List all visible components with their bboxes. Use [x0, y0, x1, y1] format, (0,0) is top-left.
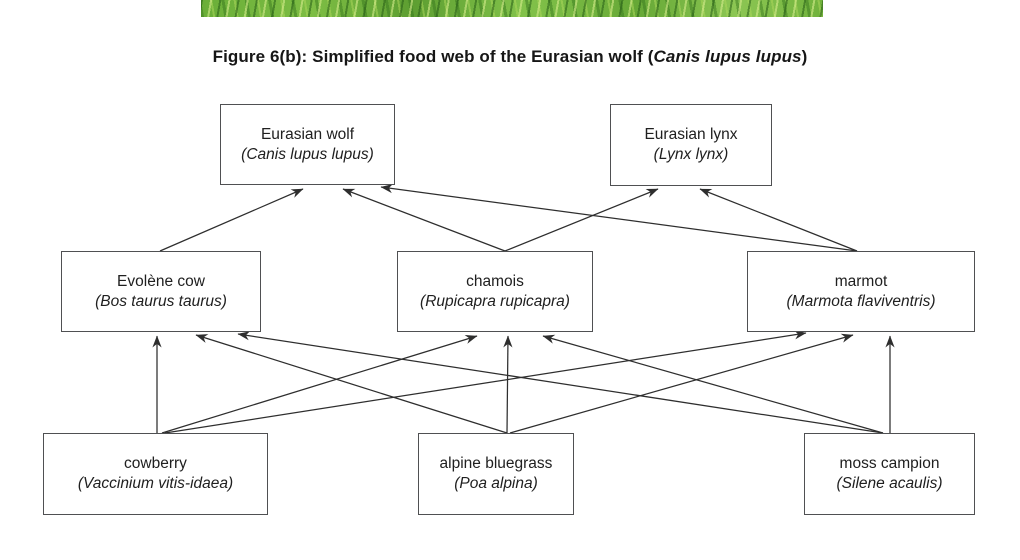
node-marmot — [747, 251, 975, 332]
arrow-moss-campion-to-evolene-cow — [238, 334, 883, 433]
node-common-name: marmot — [834, 272, 888, 290]
arrow-alpine-bluegrass-to-chamois — [507, 336, 508, 433]
arrow-chamois-to-eurasian-lynx — [505, 189, 658, 251]
node-latin-name: (Vaccinium vitis-idaea) — [77, 475, 234, 492]
node-alpine-bluegrass — [418, 433, 574, 515]
node-common-name: Eurasian lynx — [644, 126, 738, 143]
node-latin-name: (Marmota flaviventris) — [786, 292, 936, 310]
arrow-evolene-cow-to-eurasian-wolf — [160, 189, 303, 251]
node-moss-campion — [804, 433, 975, 515]
node-common-name: Evolène cow — [117, 272, 205, 290]
arrow-marmot-to-eurasian-lynx — [700, 189, 857, 251]
arrow-chamois-to-eurasian-wolf — [343, 189, 505, 251]
node-common-name: alpine bluegrass — [439, 455, 553, 472]
node-latin-name: (Rupicapra rupicapra) — [420, 292, 570, 310]
arrow-moss-campion-to-chamois — [543, 336, 883, 433]
node-common-name: Eurasian wolf — [260, 125, 355, 143]
node-chamois — [397, 251, 593, 332]
node-latin-name: (Lynx lynx) — [653, 146, 729, 163]
arrow-cowberry-to-marmot — [165, 333, 806, 433]
arrow-alpine-bluegrass-to-evolene-cow — [196, 335, 507, 433]
figure-caption-close-paren: ) — [801, 47, 808, 66]
grass-photo — [201, 0, 823, 17]
arrow-alpine-bluegrass-to-marmot — [510, 335, 853, 433]
node-cowberry — [43, 433, 268, 515]
node-evolene-cow — [61, 251, 261, 332]
node-latin-name: (Bos taurus taurus) — [95, 292, 227, 310]
node-latin-name: (Canis lupus lupus) — [241, 145, 374, 163]
figure-caption — [0, 47, 1020, 67]
node-common-name: chamois — [466, 272, 524, 290]
figure-caption-text: Figure 6(b): Simplified food web of the Eurasian wolf ( — [212, 47, 654, 66]
node-common-name: moss campion — [839, 455, 940, 472]
arrow-marmot-to-eurasian-wolf — [381, 187, 857, 251]
node-eurasian-wolf — [220, 104, 395, 185]
arrow-cowberry-to-chamois — [162, 336, 477, 433]
figure-caption-species: Canis lupus lupus — [653, 47, 802, 66]
node-common-name: cowberry — [124, 455, 187, 472]
node-eurasian-lynx — [610, 104, 772, 186]
node-latin-name: (Silene acaulis) — [836, 475, 943, 492]
node-latin-name: (Poa alpina) — [454, 475, 538, 492]
